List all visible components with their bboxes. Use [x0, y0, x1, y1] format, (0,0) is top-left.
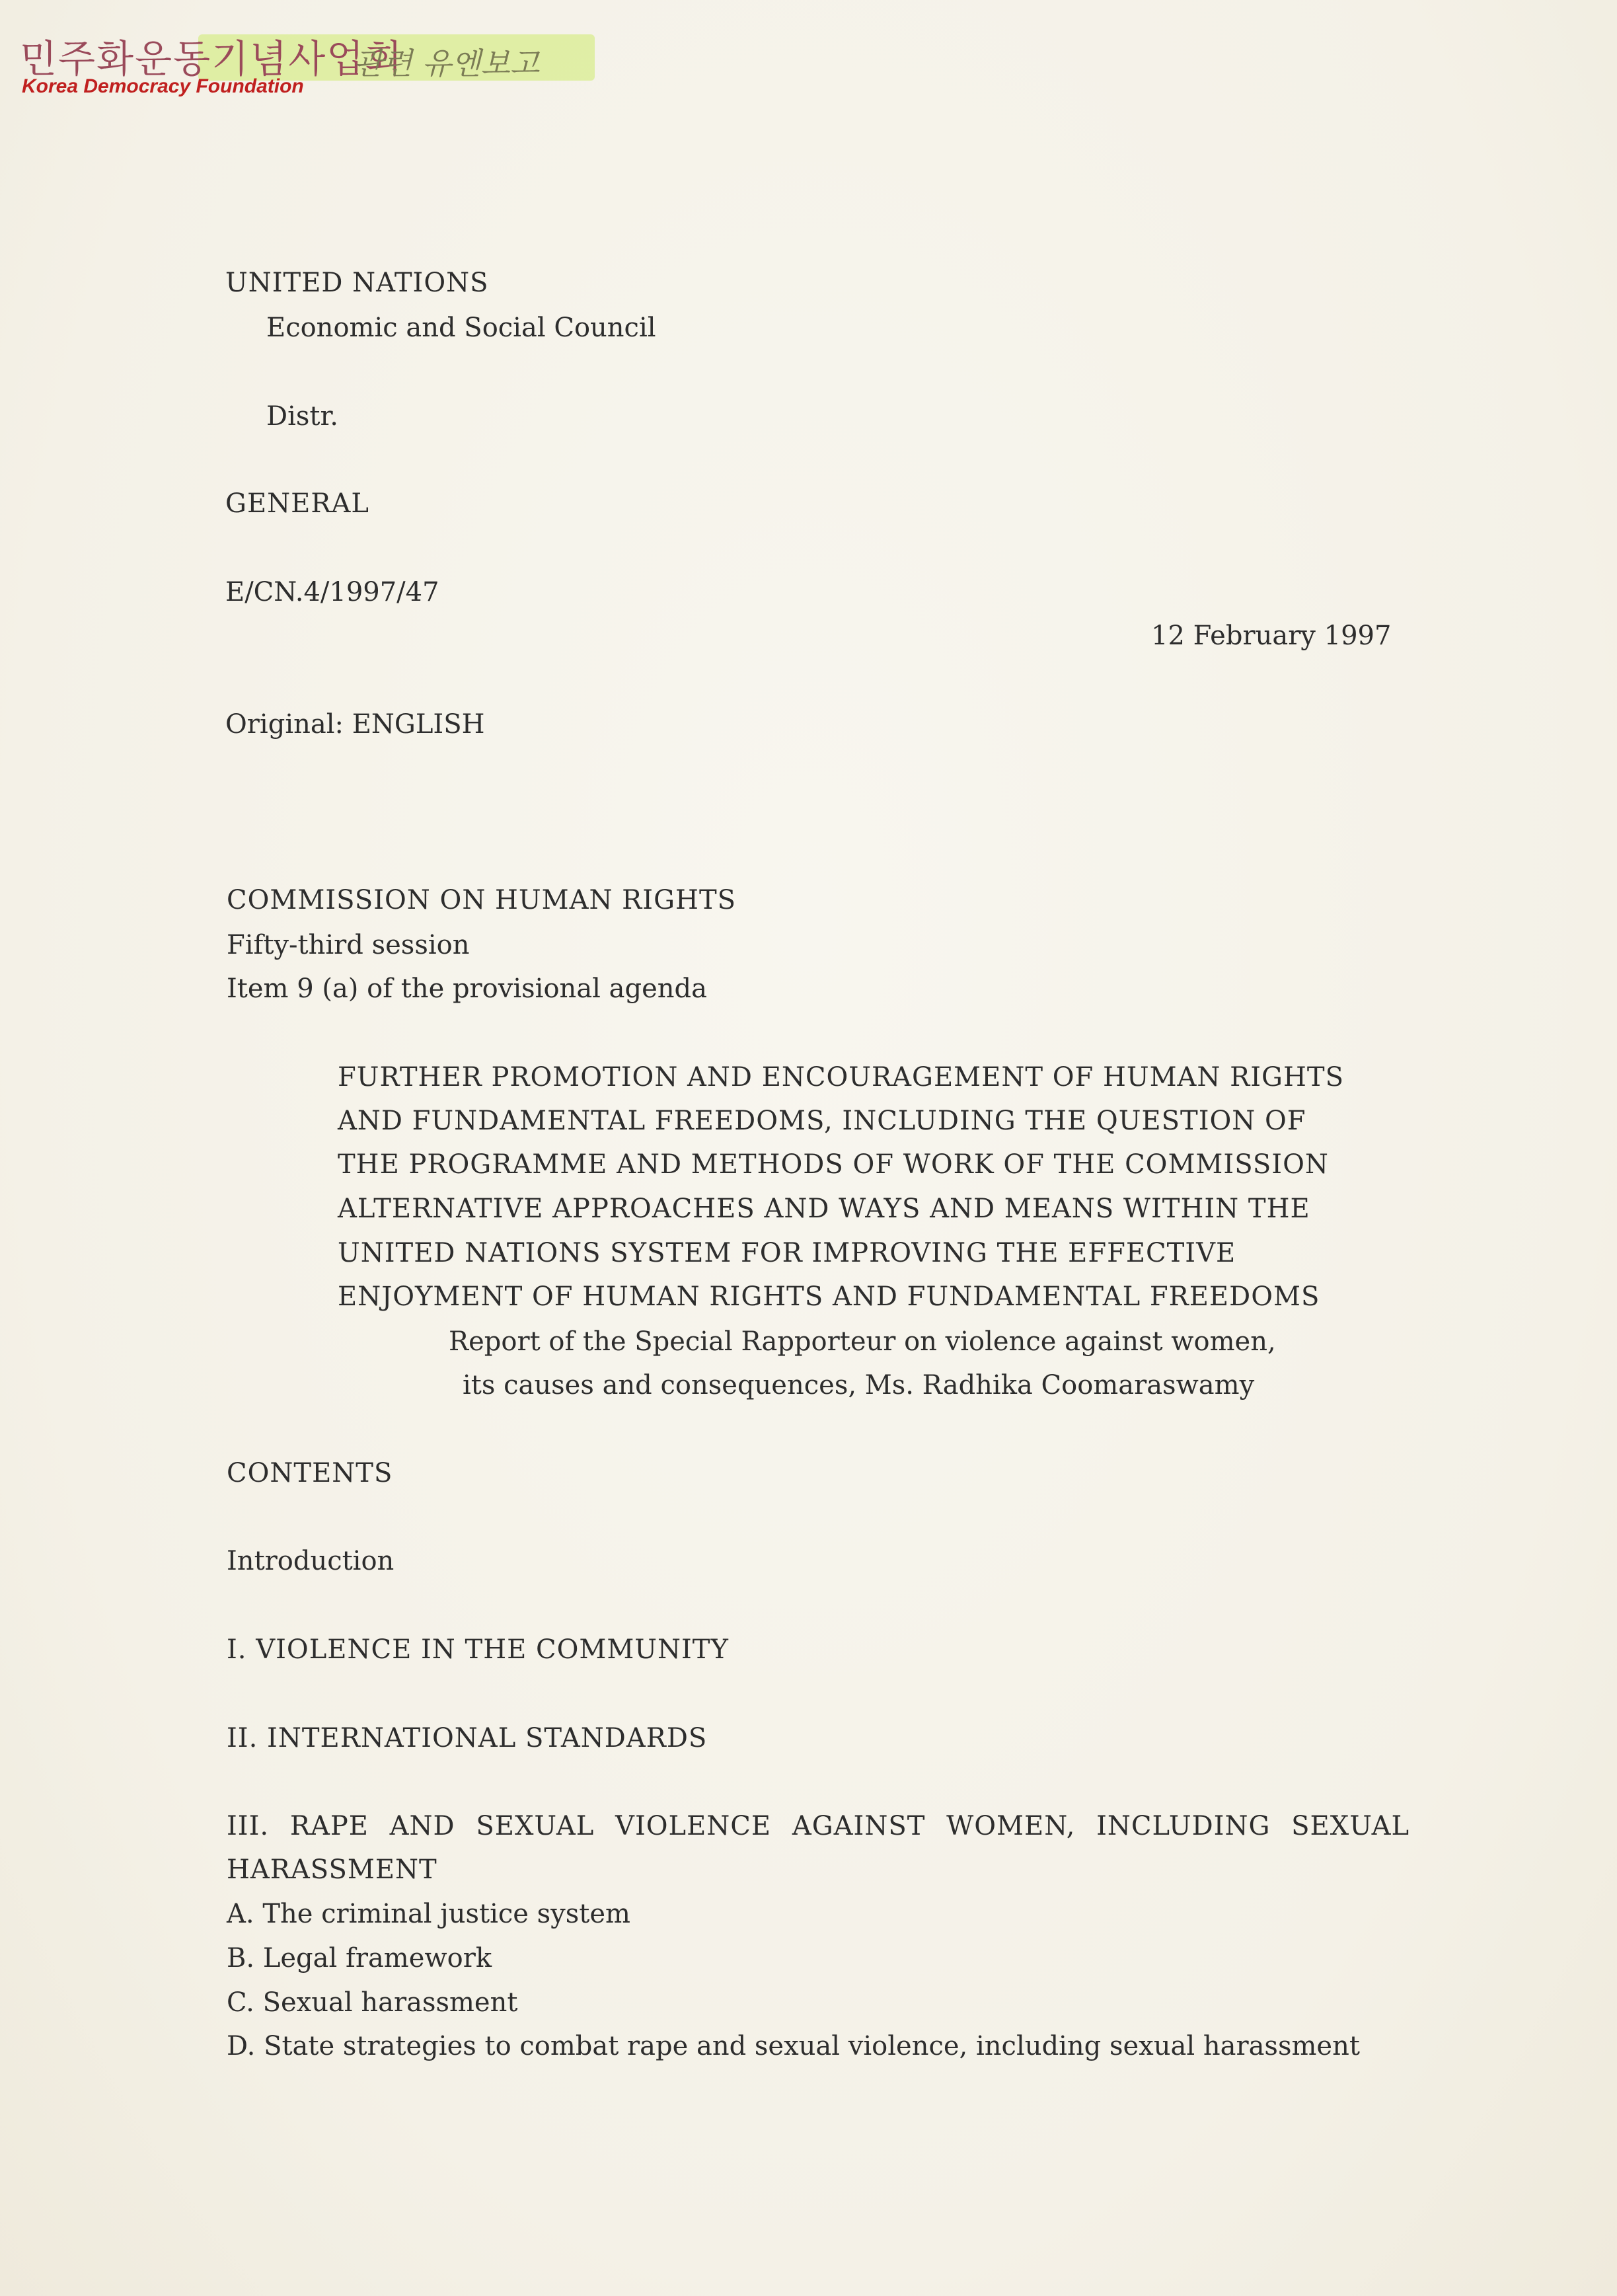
- document-symbol: E/CN.4/1997/47: [225, 577, 439, 607]
- document-date: 12 February 1997: [1151, 621, 1392, 651]
- distribution-label: Distr.: [266, 401, 338, 432]
- contents-subsection: B. Legal framework: [227, 1943, 492, 1973]
- agenda-title-line: UNITED NATIONS SYSTEM FOR IMPROVING THE EFFECTIVE: [338, 1238, 1236, 1268]
- agenda-title-line: AND FUNDAMENTAL FREEDOMS, INCLUDING THE QUESTION OF: [338, 1106, 1306, 1136]
- agenda-title-line: ENJOYMENT OF HUMAN RIGHTS AND FUNDAMENTAL FREEDOMS: [338, 1282, 1320, 1312]
- handwritten-note: 관련 유엔보고: [354, 46, 540, 81]
- foundation-name: Korea Democracy Foundation: [22, 75, 304, 97]
- session-name: Fifty-third session: [227, 930, 470, 960]
- contents-subsection: D. State strategies to combat rape and sexual violence, including sexual harassment: [227, 2031, 1360, 2061]
- agenda-title-line: FURTHER PROMOTION AND ENCOURAGEMENT OF HUMAN RIGHTS: [338, 1062, 1344, 1092]
- agenda-title-line: ALTERNATIVE APPROACHES AND WAYS AND MEANS WITHIN THE: [338, 1194, 1310, 1224]
- agenda-title-line: THE PROGRAMME AND METHODS OF WORK OF THE COMMISSION: [338, 1149, 1329, 1180]
- archive-stamp-korean-name: 민주화운동기념사업회: [20, 36, 404, 81]
- report-subtitle-line: its causes and consequences, Ms. Radhika Coomaraswamy: [463, 1370, 1255, 1400]
- council-name: Economic and Social Council: [266, 313, 656, 343]
- commission-name: COMMISSION ON HUMAN RIGHTS: [227, 885, 737, 915]
- distribution-type: GENERAL: [225, 488, 369, 519]
- archive-stamp: [20, 20, 595, 106]
- org-name: UNITED NATIONS: [225, 268, 489, 298]
- original-language: Original: ENGLISH: [225, 709, 485, 740]
- contents-section-1: I. VIOLENCE IN THE COMMUNITY: [227, 1634, 729, 1665]
- agenda-item: Item 9 (a) of the provisional agenda: [227, 974, 708, 1004]
- contents-section-3-continued: HARASSMENT: [227, 1855, 437, 1885]
- contents-subsection: C. Sexual harassment: [227, 1987, 518, 2018]
- contents-section-2: II. INTERNATIONAL STANDARDS: [227, 1723, 708, 1753]
- contents-section-3: III. RAPE AND SEXUAL VIOLENCE AGAINST WOMEN, INCLUDING SEXUAL: [227, 1811, 1410, 1841]
- contents-subsection: A. The criminal justice system: [227, 1899, 630, 1929]
- contents-introduction: Introduction: [227, 1546, 395, 1576]
- report-subtitle-line: Report of the Special Rapporteur on violence against women,: [449, 1326, 1276, 1357]
- contents-heading: CONTENTS: [227, 1458, 393, 1488]
